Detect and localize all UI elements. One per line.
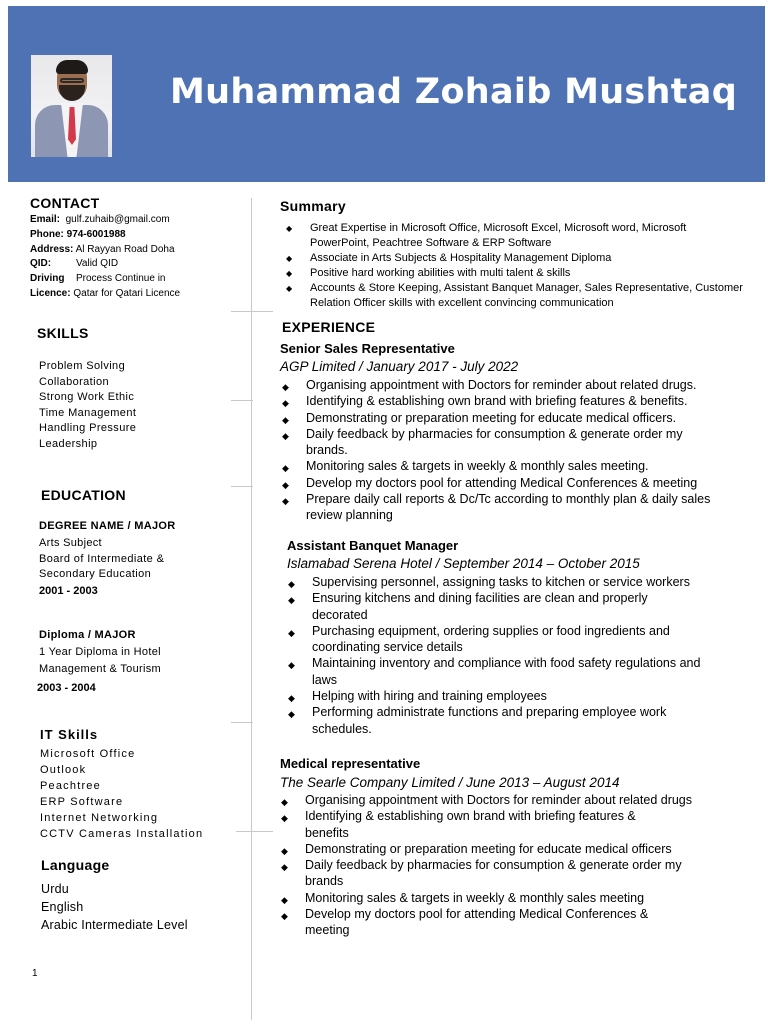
contact-title: CONTACT [30,195,100,211]
summary-item: ◆ Positive hard working abilities with multi talent & skills [284,266,744,281]
duty-item: ◆ Maintaining inventory and compliance with food safety regulations and laws [286,655,726,688]
job-title: Senior Sales Representative [280,341,455,356]
education-title: EDUCATION [41,487,126,503]
it-skill-item: Outlook [40,764,87,776]
language-item: English [41,900,84,914]
job-company: AGP Limited / January 2017 - July 2022 [280,359,519,374]
duty-item: ◆ Organising appointment with Doctors for reminder about related drugs [279,792,719,808]
language-item: Arabic Intermediate Level [41,918,188,932]
skills-list [39,359,136,452]
degree1-heading: DEGREE NAME / MAJOR [39,520,176,532]
candidate-name: Muhammad Zohaib Mushtaq [170,72,738,112]
contact-driving: Driving Process Continue in [30,273,166,284]
job-duties [280,377,740,524]
duty-item: ◆ Organising appointment with Doctors for reminder about related drugs. [280,377,740,393]
it-skill-item: Peachtree [40,780,101,792]
duty-item: ◆ Helping with hiring and training employees [286,688,726,704]
email-link[interactable]: gulf.zuhaib@gmail.com [65,214,170,225]
it-skill-item: ERP Software [40,796,124,808]
degree1-years: 2001 - 2003 [39,585,98,597]
duty-item: ◆ Purchasing equipment, ordering supplies or food ingredients and coordinating service details [286,623,726,656]
divider-tick [231,311,273,312]
contact-licence: Licence: Qatar for Qatari Licence [30,288,181,299]
contact-qid: QID: Valid QID [30,258,119,269]
job-duties [286,574,726,737]
divider-tick [231,722,253,723]
summary-item: ◆ Associate in Arts Subjects & Hospitality Management Diploma [284,251,744,266]
contact-address: Address: Al Rayyan Road Doha [30,244,175,255]
duty-item: ◆ Daily feedback by pharmacies for consumption & generate order my brands [279,857,719,890]
divider-tick [231,400,253,401]
duty-item: ◆ Supervising personnel, assigning tasks to kitchen or service workers [286,574,726,590]
summary-item: ◆ Accounts & Store Keeping, Assistant Banquet Manager, Sales Representative, Customer Relation Officer skills with excellent convincing communication [284,281,744,311]
it-skills-title: IT Skills [40,727,99,742]
language-title: Language [41,857,110,873]
it-skill-item: Microsoft Office [40,748,136,760]
skill-item: Handling Pressure [39,422,137,434]
duty-item: ◆ Develop my doctors pool for attending Medical Conferences & meeting [279,906,719,939]
skill-item: Leadership [39,437,98,450]
degree2-heading: Diploma / MAJOR [39,629,136,641]
duty-item: ◆ Daily feedback by pharmacies for consumption & generate order my brands. [280,426,740,459]
job-duties [279,792,719,939]
duty-item: ◆ Monitoring sales & targets in weekly & monthly sales meeting [279,890,719,906]
divider-tick [236,831,273,832]
contact-email: Email: gulf.zuhaib@gmail.com [30,214,170,225]
summary-title: Summary [280,198,346,214]
skills-title: SKILLS [37,325,89,341]
duty-item: ◆ Monitoring sales & targets in weekly & monthly sales meeting. [280,458,740,474]
duty-item: ◆ Identifying & establishing own brand with briefing features & benefits [279,808,719,841]
degree2-line2: Management & Tourism [39,663,161,675]
it-skill-item: Internet Networking [40,812,159,824]
language-item: Urdu [41,882,69,896]
skill-item: Strong Work Ethic [39,391,135,403]
skill-item: Time Management [39,406,137,419]
skill-item: Collaboration [39,375,110,388]
degree1-board-2: Secondary Education [39,568,152,580]
job-title: Medical representative [280,756,421,771]
duty-item: ◆ Identifying & establishing own brand with briefing features & benefits. [280,393,740,409]
duty-item: ◆ Performing administrate functions and preparing employee work schedules. [286,704,726,737]
duty-item: ◆ Demonstrating or preparation meeting for educate medical officers. [280,410,740,426]
divider-tick [231,486,253,487]
it-skills-list [40,746,203,842]
duty-item: ◆ Prepare daily call reports & Dc/Tc according to monthly plan & daily sales review planning [280,491,740,524]
degree2-years: 2003 - 2004 [37,682,96,694]
duty-item: ◆ Demonstrating or preparation meeting for educate medical officers [279,841,719,857]
duty-item: ◆ Develop my doctors pool for attending Medical Conferences & meeting [280,475,740,491]
header-banner [8,6,765,182]
job-title: Assistant Banquet Manager [287,538,459,553]
contact-phone: Phone: 974-6001988 [30,229,126,240]
duty-item: ◆ Ensuring kitchens and dining facilities are clean and properly decorated [286,590,726,623]
experience-title: EXPERIENCE [282,319,376,335]
column-divider [251,198,252,1020]
page-number: 1 [32,968,38,979]
summary-item: ◆ Great Expertise in Microsoft Office, Microsoft Excel, Microsoft word, Microsoft PowerPoint, Peachtree Software & ERP Software [284,221,744,251]
degree2-line1: 1 Year Diploma in Hotel [39,646,161,658]
it-skill-item: CCTV Cameras Installation [40,828,204,840]
job-company: The Searle Company Limited / June 2013 – August 2014 [280,775,620,790]
language-list [41,880,188,934]
degree1-board: Board of Intermediate & [39,553,165,565]
summary-list [284,221,744,311]
degree1-subject: Arts Subject [39,537,102,549]
job-company: Islamabad Serena Hotel / September 2014 – October 2015 [287,556,640,571]
profile-photo [31,55,112,157]
skill-item: Problem Solving [39,360,126,372]
